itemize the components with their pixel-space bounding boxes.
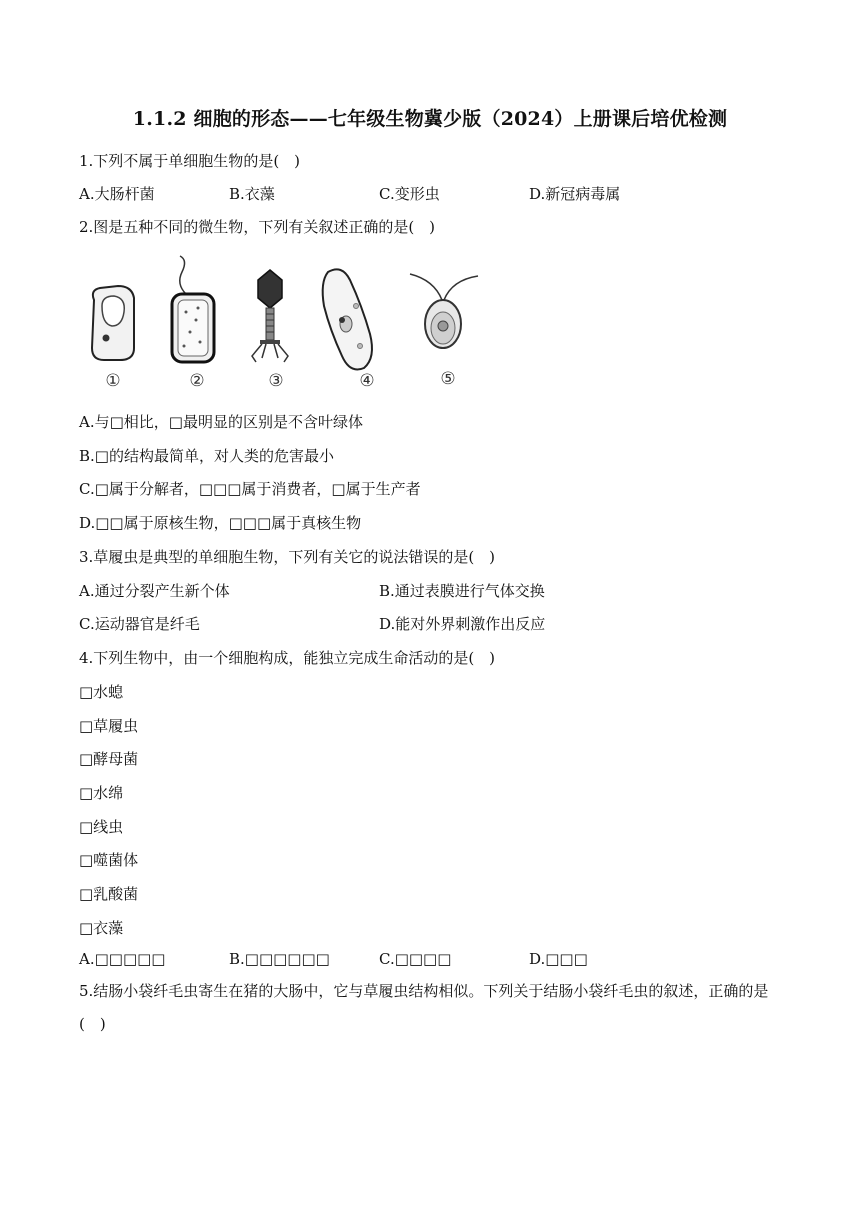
figure-label-4: ④ (359, 371, 375, 391)
q4-item-6: □噬菌体 (79, 851, 139, 869)
organism-4-paramecium (323, 269, 372, 369)
q4-item-4: □水绵 (79, 784, 124, 802)
q4-option-b: B.□□□□□□ (229, 950, 330, 968)
q3-option-d: D.能对外界刺激作出反应 (379, 615, 546, 633)
page-title: 1.1.2 细胞的形态——七年级生物冀少版（2024）上册课后培优检测 (132, 108, 728, 130)
q4-item-3: □酵母菌 (79, 750, 139, 768)
q1-option-d: D.新冠病毒属 (529, 185, 621, 203)
microorganism-figure (80, 250, 500, 395)
microorganism-illustration (80, 250, 500, 395)
q2-option-a: A.与□相比，□最明显的区别是不含叶绿体 (79, 413, 363, 431)
q4-item-1: □水螅 (79, 683, 124, 701)
q3-option-c: C.运动器官是纤毛 (79, 615, 200, 633)
q4-item-2: □草履虫 (79, 717, 139, 735)
figure-label-1: ① (105, 371, 121, 391)
q2-stem: 2.图是五种不同的微生物，下列有关叙述正确的是( ) (79, 218, 436, 236)
q4-option-d: D.□□□ (529, 950, 588, 968)
figure-label-2: ② (189, 371, 205, 391)
q3-option-b: B.通过表膜进行气体交换 (379, 582, 545, 600)
q5-stem: 5.结肠小袋纤毛虫寄生在猪的大肠中，它与草履虫结构相似。下列关于结肠小袋纤毛虫的叙述，正确的是( ) (79, 982, 769, 1033)
q1-option-c: C.变形虫 (379, 185, 440, 203)
q1-option-a: A.大肠杆菌 (79, 185, 155, 203)
organism-2-bacterium (172, 256, 214, 362)
figure-label-3: ③ (268, 371, 284, 391)
q3-option-a: A.通过分裂产生新个体 (79, 582, 230, 600)
q2-option-d: D.□□属于原核生物，□□□属于真核生物 (79, 514, 362, 532)
q4-option-a: A.□□□□□ (79, 950, 166, 968)
figure-label-5: ⑤ (440, 369, 456, 389)
q4-option-c: C.□□□□ (379, 950, 452, 968)
q4-stem: 4.下列生物中，由一个细胞构成，能独立完成生命活动的是( ) (79, 649, 496, 667)
q3-stem: 3.草履虫是典型的单细胞生物，下列有关它的说法错误的是( ) (79, 548, 496, 566)
organism-5-chlamydomonas (410, 274, 478, 348)
q2-option-b: B.□的结构最简单，对人类的危害最小 (79, 447, 334, 465)
organism-1-yeast (92, 286, 134, 360)
q2-option-c: C.□属于分解者，□□□属于消费者，□属于生产者 (79, 480, 421, 498)
q4-item-5: □线虫 (79, 818, 124, 836)
q1-stem: 1.下列不属于单细胞生物的是( ) (79, 152, 301, 170)
organism-3-phage (252, 270, 288, 362)
q1-option-b: B.衣藻 (229, 185, 275, 203)
q4-item-7: □乳酸菌 (79, 885, 139, 903)
q4-item-8: □衣藻 (79, 919, 124, 937)
